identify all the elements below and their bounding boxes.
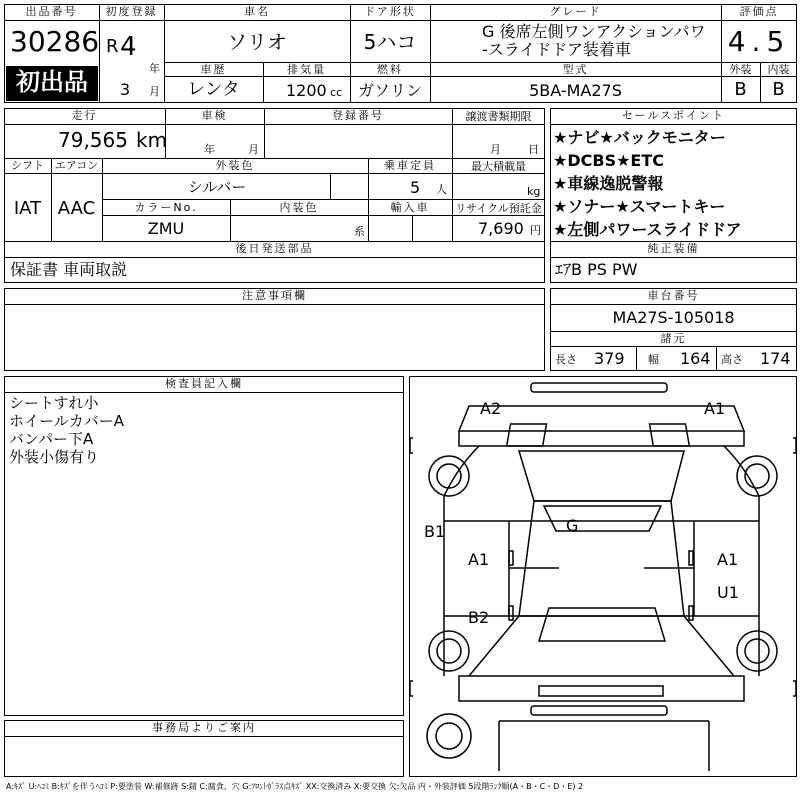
color-no-label: カラーNo.: [134, 201, 198, 214]
later-parts-label: 後日発送部品: [235, 242, 314, 255]
later-parts-value: 保証書 車両取説: [10, 260, 128, 279]
color-no-value: ZMU: [147, 219, 185, 238]
era-letter: R: [106, 36, 119, 57]
shift-label: シフト: [11, 159, 44, 172]
diagram-mark: A1: [468, 550, 490, 569]
diagram-mark: B2: [468, 608, 490, 627]
equipment-value: ｴｱB PS PW: [555, 260, 638, 279]
ac-label: エアコン: [54, 159, 99, 172]
chassis-number: MA27S-105018: [612, 308, 735, 327]
inspection-label: 車検: [201, 109, 228, 122]
inspection-year-unit: 年: [204, 143, 215, 156]
diagram-mark: A1: [717, 550, 739, 569]
fuel-label: 燃料: [377, 63, 403, 76]
capacity-unit: 人: [436, 183, 447, 196]
width-label: 幅: [648, 353, 659, 366]
ext-color-value: シルバー: [187, 178, 247, 196]
regno-label: 登録番号: [332, 109, 384, 122]
month-unit: 月: [149, 85, 160, 98]
car-name: ソリオ: [227, 30, 287, 54]
dims-label: 諸元: [660, 332, 687, 345]
lot-number: 30286: [10, 25, 100, 58]
exterior-grade: B: [734, 79, 747, 100]
score-label: 評価点: [739, 5, 779, 18]
displacement-unit: cc: [330, 86, 343, 99]
width-value: 164: [680, 349, 711, 368]
grade-label: グレード: [549, 5, 602, 18]
mileage-unit: km: [136, 128, 168, 152]
diagram-mark: A2: [480, 399, 502, 418]
displacement-value: 1200: [286, 81, 327, 100]
sales-point-item: ★DCBS★ETC: [553, 151, 665, 170]
sales-point-item: ★ソナー★スマートキー: [553, 197, 726, 216]
equipment-label: 純正装備: [647, 242, 700, 255]
mileage-value: 79,565: [58, 128, 128, 152]
car-name-label: 車名: [244, 5, 270, 18]
recycle-unit: 円: [530, 224, 541, 237]
diagram-mark: U1: [717, 583, 739, 602]
score-value: 4.5: [727, 25, 791, 58]
grade-line-1: G 後席左側ワンアクションパワ: [482, 22, 706, 41]
lot-label: 出品番号: [25, 5, 78, 18]
transfer-month: 月: [490, 143, 501, 156]
length-value: 379: [594, 349, 625, 368]
sales-point-item: ★車線逸脱警報: [553, 174, 664, 193]
chassis-label: 車台番号: [647, 289, 700, 302]
shift-value: IAT: [13, 198, 42, 219]
transfer-label: 譲渡書類期限: [465, 110, 532, 123]
reg-label: 初度登録: [105, 5, 158, 18]
exterior-label: 外装: [729, 63, 752, 76]
interior-grade: B: [772, 79, 785, 100]
inspector-label: 検査員記入欄: [165, 377, 243, 390]
ac-value: AAC: [57, 198, 96, 219]
year-unit: 年: [149, 62, 160, 75]
sales-point-item: ★ナビ★バックモニター: [553, 128, 726, 147]
model-label: 型式: [562, 63, 589, 76]
length-label: 長さ: [555, 353, 577, 366]
diagram-mark: G: [566, 516, 579, 535]
inspector-note: シートすれ小: [9, 394, 99, 412]
transfer-day: 日: [528, 143, 539, 156]
int-color-suffix: 系: [354, 225, 365, 238]
inspection-month-unit: 月: [248, 143, 259, 156]
fuel-type: ガソリン: [357, 81, 422, 100]
ext-color-label: 外装色: [215, 159, 255, 172]
inspector-note: バンパー下A: [9, 430, 94, 448]
sales-point-item: ★左側パワースライドドア: [553, 220, 742, 239]
car-history: レンタ: [187, 79, 240, 100]
recycle-value: 7,690: [478, 219, 524, 238]
grade-line-2: -スライドドア装着車: [482, 40, 631, 59]
displacement-label: 排気量: [287, 63, 326, 76]
office-label: 事務局よりご案内: [152, 721, 256, 734]
diagram-mark: B1: [424, 522, 446, 541]
reg-month: 3: [120, 80, 131, 99]
door-type: 5ハコ: [363, 30, 417, 54]
interior-label: 内装: [767, 63, 790, 76]
sales-points-label: セールスポイント: [621, 109, 725, 122]
import-label: 輸入車: [390, 201, 430, 214]
notes-label: 注意事項欄: [242, 289, 307, 302]
legend-text: A:ｷｽﾞ U:ﾍｺﾐ B:ｷｽﾞを伴うﾍｺﾐ P:要塗装 W:補修跡 S:錆 C:腐食、穴 G:ﾌﾛﾝﾄｶﾞﾗｽ点ｷｽﾞ XX:交換済み X:要交換 欠:欠品 内・外装評価 5段階ﾗﾝｸ順(A・B・C・D・E) 2: [6, 782, 584, 791]
model-code: 5BA-MA27S: [529, 81, 622, 100]
height-label: 高さ: [721, 353, 743, 366]
era-year: 4: [120, 32, 137, 62]
door-label: ドア形状: [364, 5, 416, 18]
diagram-mark: A1: [704, 399, 726, 418]
max-load-unit: kg: [527, 185, 541, 198]
max-load-label: 最大積載量: [471, 160, 526, 173]
car-diagram: [409, 376, 797, 777]
mileage-label: 走行: [71, 109, 98, 122]
history-label: 車歴: [200, 63, 227, 76]
capacity-value: 5: [410, 178, 421, 197]
int-color-label: 内装色: [279, 201, 319, 214]
capacity-label: 乗車定員: [384, 159, 436, 172]
recycle-label: リサイクル預託金: [455, 202, 542, 215]
inspector-note: 外装小傷有り: [9, 448, 100, 466]
first-listing-text: 初出品: [16, 68, 88, 96]
inspector-note: ホイールカバーA: [9, 412, 124, 430]
height-value: 174: [760, 349, 791, 368]
